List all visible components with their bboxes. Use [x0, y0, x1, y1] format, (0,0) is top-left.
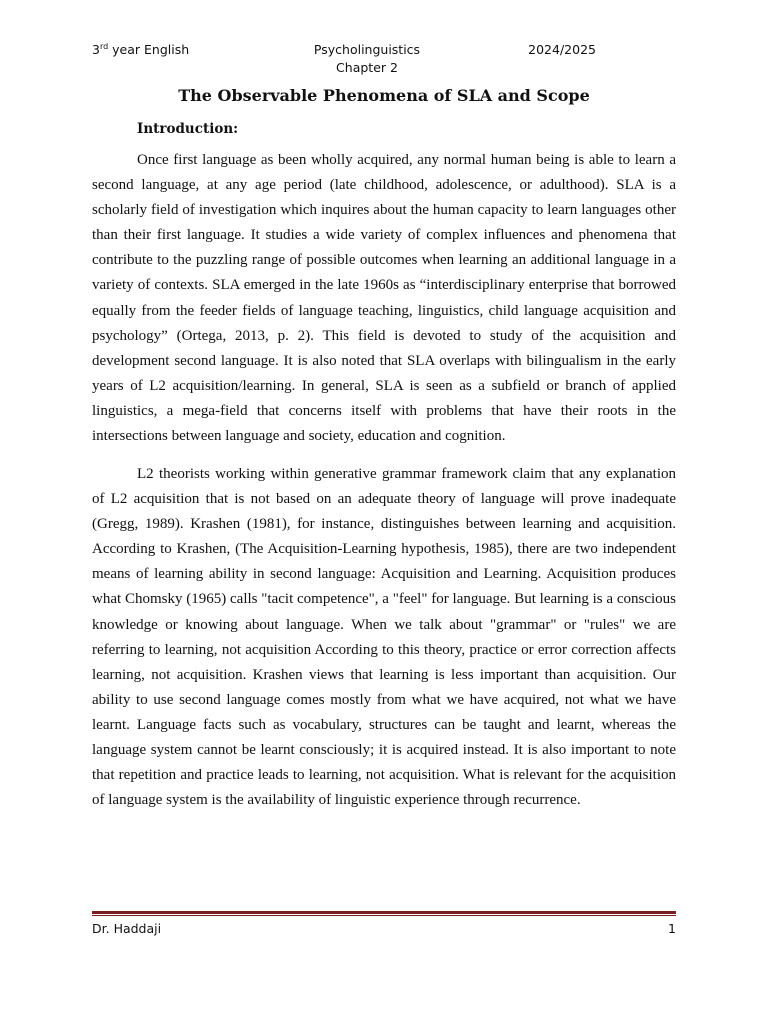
header-subject: Psycholinguistics: [313, 42, 421, 57]
header-chapter: Chapter 2: [336, 60, 398, 75]
document-title: The Observable Phenomena of SLA and Scope: [178, 86, 590, 105]
header-course: 3rd year English: [92, 41, 190, 57]
section-heading-introduction: Introduction:: [137, 121, 239, 137]
header-year: 2024/2025: [528, 42, 596, 57]
page-number: 1: [668, 921, 676, 936]
page-header: [92, 42, 676, 78]
body-paragraph-1: Once first language as been wholly acquired, any normal human being is able to learn a second language, at any age period (late childhood, adolescence, or adulthood). SLA is a scholarly field of investigation which inquires about the human capacity to learn languages other than their first language. It studies a wide variety of complex influences and phenomena that contribute to the puzzling range of possible outcomes when learning an additional language in a variety of contexts. SLA emerged in the late 1960s as “interdisciplinary enterprise that borrowed equally from the feeder fields of language teaching, linguistics, child language acquisition and psychology” (Ortega, 2013, p. 2). This field is devoted to study of the acquisition and development second language. It is also noted that SLA overlaps with bilingualism in the early years of L2 acquisition/learning. In general, SLA is seen as a subfield or branch of applied linguistics, a mega-field that concerns itself with problems that have their roots in the intersections between language and society, education and cognition.: [92, 152, 676, 445]
footer-author: Dr. Haddaji: [92, 921, 162, 936]
body-paragraph-2: L2 theorists working within generative grammar framework claim that any explanation of L2 acquisition that is not based on an adequate theory of language will prove inadequate (Gregg, 1989). Krashen (1981), for instance, distinguishes between learning and acquisition. According to Krashen, (The Acquisition-Learning hypothesis, 1985), there are two independent means of learning ability in second language: Acquisition and Learning. Acquisition produces what Chomsky (1965) calls "tacit competence", a "feel" for language. But learning is a conscious knowledge or knowing about language. When we talk about "grammar" or "rules" we are referring to learning, not acquisition According to this theory, practice or error correction affects learning, not acquisition. Krashen views that learning is less important than acquisition. Our ability to use second language comes mostly from what we have acquired, not what we have learnt. Language facts such as vocabulary, structures can be taught and learnt, whereas the language system cannot be learnt consciously; it is acquired instead. It is also important to note that repetition and practice leads to learning, not acquisition. What is relevant for the acquisition of language system is the availability of linguistic experience through recurrence.: [92, 466, 676, 809]
footer-divider: [92, 911, 676, 916]
